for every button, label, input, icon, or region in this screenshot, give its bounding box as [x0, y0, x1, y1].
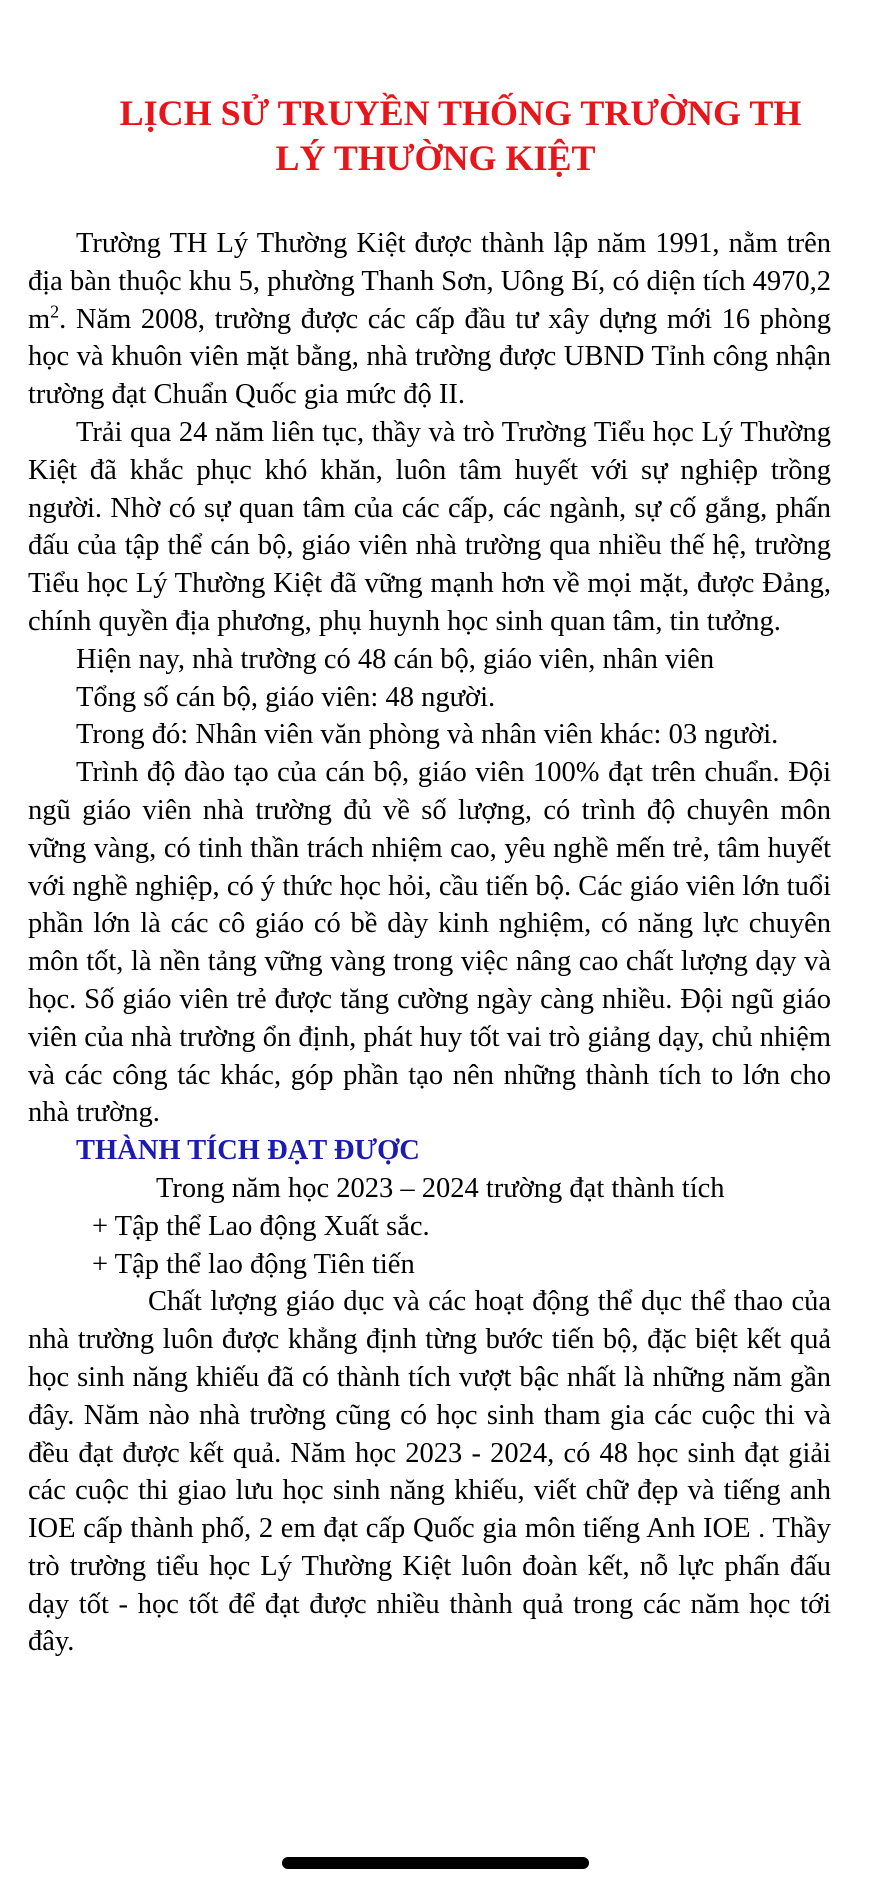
intro-text: Trường TH Lý Thường Kiệt được thành lập năm 1991, nằm trên địa bàn thuộc khu 5, phường Thanh Sơn, Uông Bí, có diện tích 4970,2 m: [28, 228, 831, 335]
intro-paragraph: [28, 225, 831, 414]
qualification-paragraph: Trình độ đào tạo của cán bộ, giáo viên 100% đạt trên chuẩn. Đội ngũ giáo viên nhà trường đủ về số lượng, có trình độ chuyên môn vững vàng, có tinh thần trách nhiệm cao, yêu nghề mến trẻ, tâm huyết với nghề nghiệp, có ý thức học hỏi, cầu tiến bộ. Các giáo viên lớn tuổi phần lớn là các cô giáo có bề dày kinh nghiệm, có năng lực chuyên môn tốt, là nền tảng vững vàng trong việc nâng cao chất lượng dạy và học. Số giáo viên trẻ được tăng cường ngày càng nhiều. Đội ngũ giáo viên của nhà trường ổn định, phát huy tốt vai trò giảng dạy, chủ nhiệm và các công tác khác, góp phần tạo nên những thành tích to lớn cho nhà trường.: [28, 757, 831, 1129]
achievements-summary: Chất lượng giáo dục và các hoạt động thể dục thể thao của nhà trường luôn được khẳng định từng bước tiến bộ, đặc biệt kết quả học sinh năng khiếu đã có thành tích vượt bậc nhất là những năm gần đây. Năm nào nhà trường cũng có học sinh tham gia các cuộc thi và đều đạt được kết quả. Năm học 2023 - 2024, có 48 học sinh đạt giải các cuộc thi giao lưu học sinh năng khiếu, viết chữ đẹp và tiếng anh IOE cấp thành phố, 2 em đạt cấp Quốc gia môn tiếng Anh IOE . Thầy trò trường tiểu học Lý Thường Kiệt luôn đoàn kết, nỗ lực phấn đấu dạy tốt - học tốt để đạt được nhiều thành quả trong các năm học tới đây.: [28, 1286, 831, 1658]
home-indicator[interactable]: [282, 1857, 589, 1869]
staff-office: Trong đó: Nhân viên văn phòng và nhân viên khác: 03 người.: [76, 719, 779, 751]
achievements-heading: THÀNH TÍCH ĐẠT ĐƯỢC: [76, 1135, 420, 1167]
document-title-line-1: LỊCH SỬ TRUYỀN THỐNG TRƯỜNG TH: [119, 93, 802, 133]
document-body: [28, 225, 831, 1661]
staff-current: Hiện nay, nhà trường có 48 cán bộ, giáo viên, nhân viên: [76, 643, 715, 675]
document-title-line-2: LÝ THƯỜNG KIỆT: [275, 138, 596, 178]
achievement-item: + Tập thể lao động Tiên tiến: [92, 1248, 415, 1280]
staff-total: Tổng số cán bộ, giáo viên: 48 người.: [76, 681, 496, 713]
intro-text-continued: . Năm 2008, trường được các cấp đầu tư xây dựng mới 16 phòng học và khuôn viên mặt bằng, nhà trường được UBND Tỉnh công nhận trường đạt Chuẩn Quốc gia mức độ II.: [28, 303, 831, 411]
achievements-intro: Trong năm học 2023 – 2024 trường đạt thành tích: [156, 1172, 725, 1204]
achievement-item: + Tập thể Lao động Xuất sắc.: [92, 1210, 430, 1242]
history-paragraph: Trải qua 24 năm liên tục, thầy và trò Trường Tiểu học Lý Thường Kiệt đã khắc phục khó khăn, luôn tâm huyết với sự nghiệp trồng người. Nhờ có sự quan tâm của các cấp, các ngành, sự cố gắng, phấn đấu của tập thể cán bộ, giáo viên nhà trường qua nhiều thế hệ, trường Tiểu học Lý Thường Kiệt đã vững mạnh hơn về mọi mặt, được Đảng, chính quyền địa phương, phụ huynh học sinh quan tâm, tin tưởng.: [28, 416, 831, 637]
area-unit-superscript: 2: [50, 301, 60, 322]
